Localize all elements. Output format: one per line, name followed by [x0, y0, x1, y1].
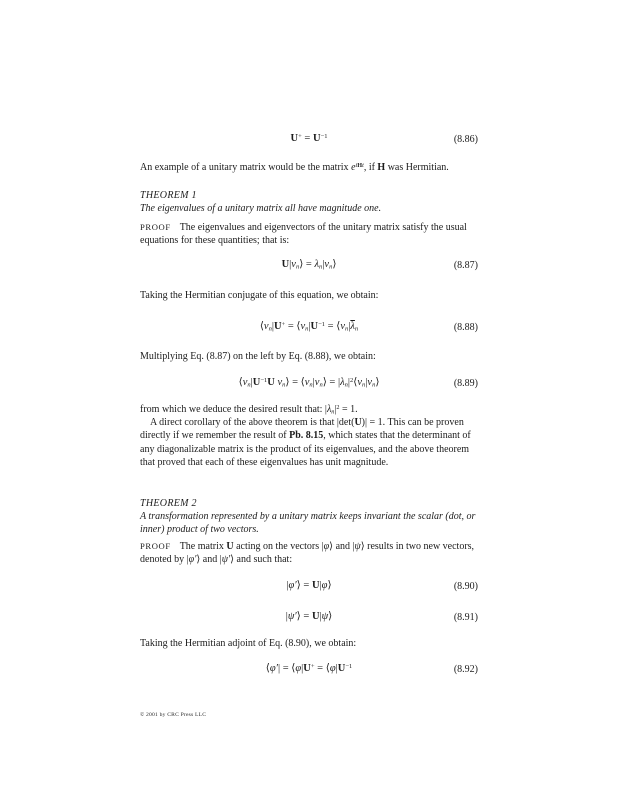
- equation-8-91-math: |ψ′⟩ = U|ψ⟩: [285, 611, 333, 622]
- paragraph-multiplying: Multiplying Eq. (8.87) on the left by Eq. (8.88), we obtain:: [140, 351, 376, 362]
- equation-8-88-number: (8.88): [453, 322, 478, 333]
- equation-8-91-number: (8.91): [453, 612, 478, 623]
- equation-8-86-number: (8.86): [453, 134, 478, 145]
- equation-8-87-number: (8.87): [453, 260, 478, 271]
- equation-8-92-number: (8.92): [453, 664, 478, 675]
- theorem-1-statement: The eigenvalues of a unitary matrix all have magnitude one.: [140, 203, 382, 214]
- equation-8-88-math: ⟨vn|U+ = $⟨vn|U^{-1}$ = $⟨vn|\overline{\lambda}n$: [259, 320, 359, 333]
- equation-8-88: [140, 320, 478, 333]
- equation-8-86-math: $U^+ = U^{-1}$: [290, 132, 328, 144]
- proof-1-label: PROOF: [140, 222, 171, 232]
- equation-8-87-math: U|vn⟩ = λn|vn⟩: [281, 259, 337, 271]
- proof-2-text: The matrix U acting on the vectors |φ⟩ and |ψ⟩ results in two new vectors, denoted by |φ′⟩ and |ψ′⟩ and such that:: [140, 541, 475, 566]
- equation-8-92: [140, 662, 478, 675]
- proof-1-paragraph: [140, 221, 478, 247]
- equation-8-90-math: |φ′⟩ = U|φ⟩: [286, 580, 332, 591]
- equation-8-89: [140, 376, 478, 389]
- equation-8-92-math: ⟨φ′| = ⟨φ|U+ = $⟨\varphi|U^{-1}$: [265, 662, 353, 674]
- paragraph-hermitian-adjoint: Taking the Hermitian adjoint of Eq. (8.90), we obtain:: [140, 638, 357, 649]
- equation-8-87: [140, 258, 478, 271]
- theorem-2-heading: THEOREM 2: [140, 498, 197, 509]
- equation-8-91: [140, 610, 478, 623]
- paragraph-unitary-example: An example of a unitary matrix would be the matrix $e^{iHt}$, if H was Hermitian.: [140, 161, 449, 173]
- equation-8-89-number: (8.89): [453, 378, 478, 389]
- proof-2-label: PROOF: [140, 541, 171, 551]
- copyright-footer: © 2001 by CRC Press LLC: [140, 712, 207, 718]
- equation-8-89-math: $⟨vn|U^{-1}U$ vn⟩ = ⟨vn|vn⟩ = $|\lambda n|^2⟨vn|vn⟩$: [238, 376, 380, 389]
- equation-8-90-number: (8.90): [453, 581, 478, 592]
- paragraph-corollary: from which we deduce the desired result that: $|\lambda n|^2 = 1$. A direct corollary of the above theorem is that |det(U)| = 1. This can be proven directly if we remember the result of Pb. 8.15, which states that the determinant of any diagonalizable matrix is the product of its eigenvalues, and the above theorem that proved that each of these eigenvalues has unit magnitude.: [140, 403, 471, 468]
- theorem-2-statement: A transformation represented by a unitary matrix keeps invariant the scalar (dot, or inner) product of two vectors.: [140, 511, 476, 536]
- theorem-1-heading: THEOREM 1: [140, 190, 197, 201]
- equation-8-90: [140, 579, 478, 592]
- paragraph-hermitian-conjugate: Taking the Hermitian conjugate of this equation, we obtain:: [140, 290, 379, 301]
- equation-8-86: [140, 132, 478, 145]
- proof-2-paragraph: [140, 540, 478, 566]
- proof-1-text: The eigenvalues and eigenvectors of the unitary matrix satisfy the usual equations for these quantities; that is:: [140, 222, 467, 247]
